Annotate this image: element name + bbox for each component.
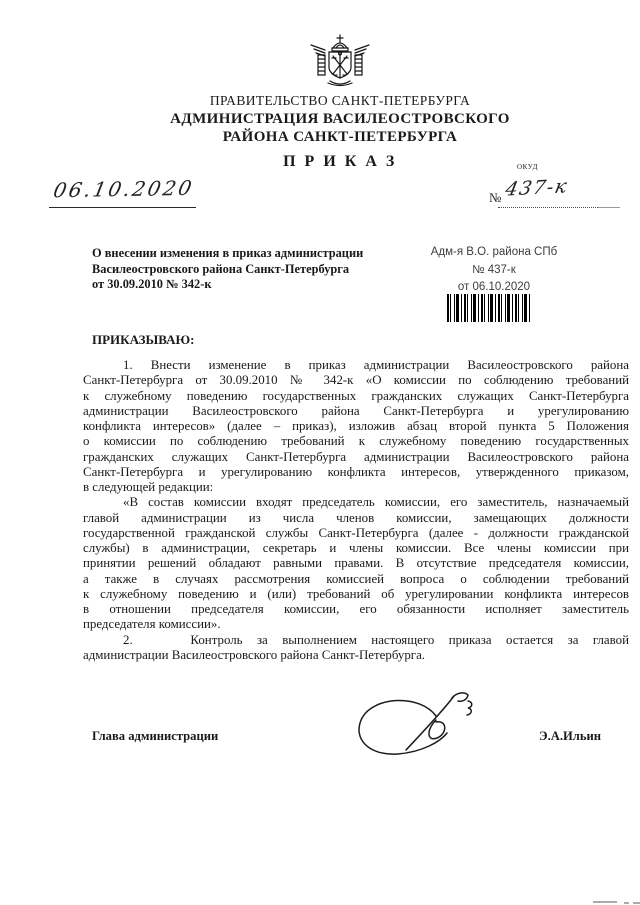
- barcode: [447, 294, 532, 322]
- body-paragraphs: [83, 358, 629, 663]
- subject-line: О внесении изменения в приказ администрации: [92, 246, 364, 260]
- scan-artifact: [593, 901, 617, 903]
- coat-of-arms-icon: [302, 32, 378, 90]
- signature-name: Э.А.Ильин: [539, 729, 601, 743]
- subject-block: [92, 246, 414, 293]
- body-paragraph-1-line: администрации Василеостровского района Санкт-Петербурга и урегулированию: [83, 403, 629, 418]
- body-paragraph-1-line: к служебному поведению государственных гражданских служащих Санкт-Петербурга: [83, 388, 629, 403]
- body-paragraph-1-line: в следующей редакции:: [83, 480, 214, 494]
- document-type-title: П Р И К А З: [283, 153, 397, 170]
- subject-line: от 30.09.2010 № 342-к: [92, 277, 212, 292]
- okud-label: ОКУД: [517, 163, 539, 171]
- body-paragraph-2-line: к служебному поведению и (или) требований об урегулировании конфликта интересов: [83, 586, 629, 601]
- scan-artifact: [624, 902, 629, 904]
- body-paragraph-2-line: главой администрации из числа членов комиссии, замещающих должности: [83, 510, 629, 525]
- body-paragraph-2-line: председателя комиссии».: [83, 617, 221, 632]
- number-handwritten: 437-к: [503, 175, 571, 201]
- body-paragraph-3-line: администрации Василеостровского района Санкт-Петербурга.: [83, 647, 426, 662]
- body-paragraph-2-line: а также в случаях рассмотрения комиссией вопроса о соблюдении требований: [83, 571, 629, 586]
- body-paragraph-1-line: гражданских служащих Санкт-Петербурга администрации Василеостровского района: [83, 449, 629, 464]
- body-paragraph-1-line: конфликта интересов» (далее – приказ), изложив абзац второй пункта 5 Положения: [83, 419, 629, 433]
- body-paragraph-1-line: 1. Внести изменение в приказ администрации Василеостровского района: [123, 358, 629, 372]
- date-underline: [49, 207, 196, 208]
- header-administration-line2: РАЙОНА САНКТ-ПЕТЕРБУРГА: [222, 129, 458, 145]
- number-underline: [498, 200, 598, 208]
- number-sign: №: [489, 190, 502, 205]
- body-paragraph-1-line: Санкт-Петербурга и урегулированию конфликта интересов, утвержденного приказом,: [83, 464, 629, 479]
- date-handwritten: 06.10.2020: [51, 175, 197, 203]
- signature-title: Глава администрации: [92, 729, 219, 743]
- body-paragraph-2-line: «В состав комиссии входят председатель комиссии, его заместитель, назначаемый: [123, 495, 629, 510]
- body-paragraph-2-line: принятии решений обладают равными правами. В отсутствие председателя комиссии,: [83, 556, 629, 571]
- body-paragraph-2-line: в отношении председателя комиссии, его обязанности исполняет заместитель: [83, 602, 629, 616]
- order-word: ПРИКАЗЫВАЮ:: [92, 332, 195, 347]
- header-government: ПРАВИТЕЛЬСТВО САНКТ-ПЕТЕРБУРГА: [209, 93, 471, 108]
- body-paragraph-2-line: службы) в администрации, секретарь и члены комиссии. Все члены комиссии при: [83, 541, 629, 555]
- body-paragraph-1-line: Санкт-Петербурга от 30.09.2010 № 342-к «О комиссии по соблюдению требований: [83, 373, 629, 388]
- body-paragraph-3-line: 2. Контроль за выполнением настоящего приказа остается за главой: [123, 632, 629, 647]
- subject-line: Василеостровского района Санкт-Петербурга: [92, 261, 350, 276]
- stamp-line: № 437-к: [472, 263, 516, 276]
- body-paragraph-1-line: о комиссии по соблюдению требований к служебному поведению государственных: [83, 434, 629, 449]
- stamp-line: от 06.10.2020: [457, 281, 531, 293]
- body-paragraph-2-line: государственной гражданской службы Санкт-Петербурга (далее - должности гражданской: [83, 525, 629, 540]
- number-underline-tail: [598, 207, 620, 208]
- registration-stamp: [418, 244, 570, 297]
- stamp-line: Адм-я В.О. района СПб: [430, 246, 558, 258]
- signature-autograph: [348, 688, 488, 772]
- header-administration-line1: АДМИНИСТРАЦИЯ ВАСИЛЕОСТРОВСКОГО: [170, 111, 510, 127]
- scan-artifact: [633, 902, 640, 904]
